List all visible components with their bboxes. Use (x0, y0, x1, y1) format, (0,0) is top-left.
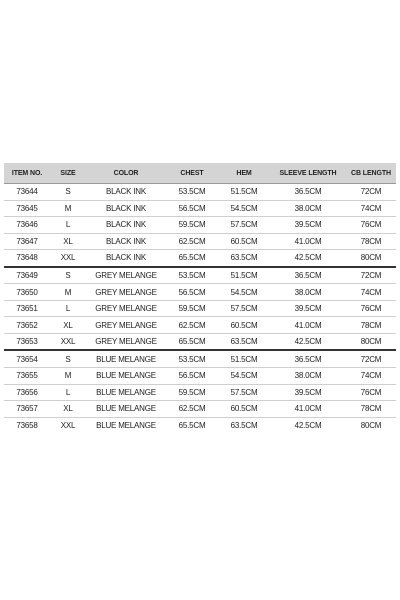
cell-hem: 60.5CM (218, 317, 270, 334)
cell-cb-length: 78CM (346, 317, 396, 334)
cell-color: BLUE MELANGE (86, 401, 166, 418)
cell-sleeve-length: 38.0CM (270, 368, 346, 385)
cell-sleeve-length: 38.0CM (270, 200, 346, 217)
cell-color: BLUE MELANGE (86, 350, 166, 367)
cell-hem: 54.5CM (218, 284, 270, 301)
cell-color: BLUE MELANGE (86, 368, 166, 385)
cell-color: BLACK INK (86, 200, 166, 217)
cell-item-no: 73656 (4, 384, 50, 401)
cell-hem: 60.5CM (218, 401, 270, 418)
cell-color: GREY MELANGE (86, 267, 166, 284)
cell-cb-length: 72CM (346, 184, 396, 201)
cell-sleeve-length: 41.0CM (270, 317, 346, 334)
table-row (4, 417, 396, 433)
cell-sleeve-length: 36.5CM (270, 184, 346, 201)
table-row (4, 368, 396, 385)
cell-hem: 57.5CM (218, 217, 270, 234)
cell-size: XL (50, 401, 86, 418)
cell-color: BLACK INK (86, 233, 166, 250)
cell-hem: 63.5CM (218, 250, 270, 267)
cell-sleeve-length: 41.0CM (270, 401, 346, 418)
cell-color: BLUE MELANGE (96, 420, 156, 430)
cell-cb-length: 80CM (346, 250, 396, 267)
header-hem: HEM (218, 163, 270, 184)
cell-size: L (50, 217, 86, 234)
cell-hem: 54.5CM (218, 200, 270, 217)
cell-size: M (50, 284, 86, 301)
cell-chest: 65.5CM (166, 333, 218, 350)
size-chart-table (4, 163, 396, 433)
table-header (4, 163, 396, 184)
cell-chest: 56.5CM (166, 200, 218, 217)
cell-hem: 57.5CM (218, 300, 270, 317)
cell-chest: 53.5CM (166, 184, 218, 201)
cell-size: S (50, 267, 86, 284)
header-size: SIZE (50, 163, 86, 184)
header-row (4, 163, 396, 184)
cell-chest: 59.5CM (166, 217, 218, 234)
cell-chest: 62.5CM (166, 317, 218, 334)
cell-color: BLACK INK (86, 250, 166, 267)
cell-chest: 62.5CM (166, 233, 218, 250)
cell-hem: 63.5CM (218, 333, 270, 350)
cell-size: M (50, 200, 86, 217)
header-cb-length: CB LENGTH (346, 163, 396, 184)
cell-size: XXL (50, 333, 86, 350)
table-row (4, 333, 396, 350)
cell-chest: 62.5CM (166, 401, 218, 418)
cell-item-no: 73644 (4, 184, 50, 201)
cell-hem: 51.5CM (218, 184, 270, 201)
cell-size: XXL (50, 250, 86, 267)
cell-size: S (50, 184, 86, 201)
cell-item-no: 73648 (4, 250, 50, 267)
cell-chest: 65.5CM (178, 420, 206, 430)
cell-color: GREY MELANGE (86, 300, 166, 317)
header-color: COLOR (86, 163, 166, 184)
cell-size: L (50, 384, 86, 401)
table-row (4, 350, 396, 367)
cell-item-no: 73646 (4, 217, 50, 234)
cell-chest: 53.5CM (166, 267, 218, 284)
cell-sleeve-length: 42.5CM (270, 333, 346, 350)
cell-item-no: 73652 (4, 317, 50, 334)
cell-cb-length: 76CM (346, 300, 396, 317)
table-row (4, 300, 396, 317)
cell-sleeve-length: 39.5CM (270, 300, 346, 317)
cell-size: XL (50, 233, 86, 250)
cell-sleeve-length: 39.5CM (270, 384, 346, 401)
table-row (4, 267, 396, 284)
table-row (4, 384, 396, 401)
cell-item-no: 73647 (4, 233, 50, 250)
cell-hem: 57.5CM (218, 384, 270, 401)
table-row (4, 184, 396, 201)
cell-item-no: 73651 (4, 300, 50, 317)
cell-item-no: 73654 (4, 350, 50, 367)
cell-size: M (50, 368, 86, 385)
cell-color: BLACK INK (86, 217, 166, 234)
cell-hem: 51.5CM (218, 267, 270, 284)
cell-sleeve-length: 38.0CM (270, 284, 346, 301)
cell-color: BLUE MELANGE (86, 384, 166, 401)
cell-color: GREY MELANGE (86, 333, 166, 350)
cell-item-no: 73653 (4, 333, 50, 350)
cell-color: GREY MELANGE (86, 317, 166, 334)
table-row (4, 250, 396, 267)
cell-cb-length: 74CM (346, 368, 396, 385)
cell-cb-length: 80CM (360, 420, 382, 430)
cell-size: L (50, 300, 86, 317)
cell-cb-length: 74CM (346, 284, 396, 301)
table-row (4, 284, 396, 301)
cell-cb-length: 76CM (346, 217, 396, 234)
cell-chest: 56.5CM (166, 368, 218, 385)
table-body (4, 184, 396, 434)
cell-sleeve-length: 42.5CM (294, 420, 322, 430)
cell-size: S (50, 350, 86, 367)
table-row (4, 317, 396, 334)
cell-cb-length: 76CM (346, 384, 396, 401)
cell-color: GREY MELANGE (86, 284, 166, 301)
header-item-no: ITEM NO. (4, 163, 50, 184)
cell-item-no: 73645 (4, 200, 50, 217)
table-row (4, 217, 396, 234)
header-chest: CHEST (166, 163, 218, 184)
cell-cb-length: 78CM (346, 233, 396, 250)
cell-item-no: 73650 (4, 284, 50, 301)
table-row (4, 200, 396, 217)
cell-chest: 59.5CM (166, 384, 218, 401)
cell-sleeve-length: 39.5CM (270, 217, 346, 234)
cell-sleeve-length: 41.0CM (270, 233, 346, 250)
cell-cb-length: 72CM (346, 267, 396, 284)
cell-size: XXL (60, 420, 76, 430)
cell-hem: 63.5CM (230, 420, 258, 430)
cell-cb-length: 78CM (346, 401, 396, 418)
cell-hem: 54.5CM (218, 368, 270, 385)
cell-chest: 53.5CM (166, 350, 218, 367)
cell-chest: 56.5CM (166, 284, 218, 301)
cell-size: XL (50, 317, 86, 334)
header-sleeve-length: SLEEVE LENGTH (270, 163, 346, 184)
table-row (4, 233, 396, 250)
cell-item-no: 73657 (4, 401, 50, 418)
cell-item-no: 73649 (4, 267, 50, 284)
cell-cb-length: 74CM (346, 200, 396, 217)
cell-item-no: 73658 (16, 420, 38, 430)
cell-cb-length: 80CM (346, 333, 396, 350)
cell-sleeve-length: 36.5CM (270, 350, 346, 367)
cell-chest: 65.5CM (166, 250, 218, 267)
table-row (4, 401, 396, 418)
cell-cb-length: 72CM (346, 350, 396, 367)
cell-hem: 51.5CM (218, 350, 270, 367)
cell-sleeve-length: 36.5CM (270, 267, 346, 284)
cell-item-no: 73655 (4, 368, 50, 385)
cell-hem: 60.5CM (218, 233, 270, 250)
cell-chest: 59.5CM (166, 300, 218, 317)
cell-sleeve-length: 42.5CM (270, 250, 346, 267)
cell-color: BLACK INK (86, 184, 166, 201)
